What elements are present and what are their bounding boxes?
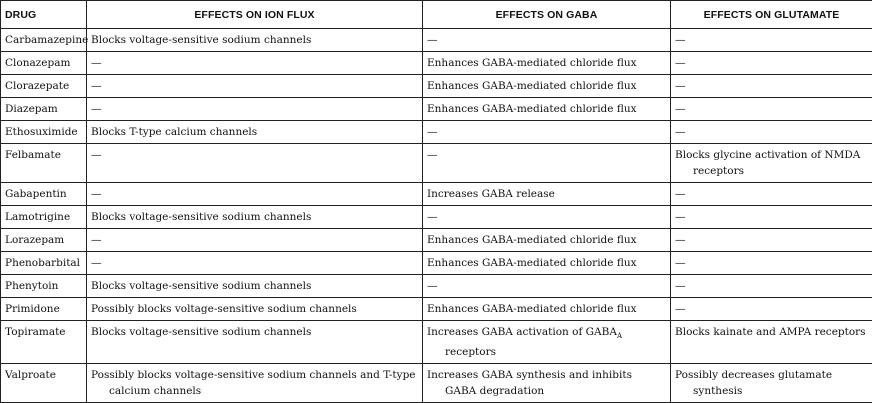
gaba-cell-text: — bbox=[427, 124, 666, 140]
gaba-cell bbox=[423, 364, 671, 403]
gaba-cell-text: Enhances GABA-mediated chloride flux bbox=[427, 101, 666, 117]
glutamate-cell bbox=[671, 252, 872, 275]
ion-flux-cell bbox=[87, 52, 423, 75]
gaba-cell-text: Enhances GABA-mediated chloride flux bbox=[427, 301, 666, 317]
ion-flux-cell-text: — bbox=[91, 78, 418, 94]
glutamate-cell-text: — bbox=[675, 124, 868, 140]
ion-flux-cell-text: — bbox=[91, 101, 418, 117]
drug-name-cell bbox=[1, 52, 87, 75]
ion-flux-cell bbox=[87, 252, 423, 275]
glutamate-cell-text: — bbox=[675, 32, 868, 48]
glutamate-cell-text: Possibly decreases glutamate synthesis bbox=[675, 367, 868, 399]
gaba-cell bbox=[423, 98, 671, 121]
header-glutamate: EFFECTS ON GLUTAMATE bbox=[671, 1, 872, 29]
header-gaba: EFFECTS ON GABA bbox=[423, 1, 671, 29]
header-row bbox=[1, 1, 872, 29]
ion-flux-cell-text: — bbox=[91, 186, 418, 202]
ion-flux-cell bbox=[87, 98, 423, 121]
glutamate-cell-text: — bbox=[675, 78, 868, 94]
glutamate-cell-text: — bbox=[675, 232, 868, 248]
ion-flux-cell-text: Possibly blocks voltage-sensitive sodium channels bbox=[91, 301, 418, 317]
gaba-cell bbox=[423, 52, 671, 75]
glutamate-cell bbox=[671, 144, 872, 183]
drug-name-cell-text: Phenobarbital bbox=[5, 255, 82, 271]
drug-name-cell-text: Clonazepam bbox=[5, 55, 82, 71]
gaba-cell bbox=[423, 121, 671, 144]
glutamate-cell bbox=[671, 321, 872, 364]
drug-name-cell bbox=[1, 298, 87, 321]
gaba-cell bbox=[423, 75, 671, 98]
glutamate-cell bbox=[671, 29, 872, 52]
header-drug: DRUG bbox=[1, 1, 87, 29]
gaba-cell-text: Increases GABA synthesis and inhibits GABA degradation bbox=[427, 367, 666, 399]
glutamate-cell bbox=[671, 206, 872, 229]
gaba-cell bbox=[423, 252, 671, 275]
drug-name-cell-text: Primidone bbox=[5, 301, 82, 317]
gaba-cell bbox=[423, 206, 671, 229]
drug-name-cell bbox=[1, 121, 87, 144]
glutamate-cell bbox=[671, 183, 872, 206]
table-row bbox=[1, 275, 872, 298]
gaba-cell-text: Enhances GABA-mediated chloride flux bbox=[427, 78, 666, 94]
drug-name-cell-text: Topiramate bbox=[5, 324, 82, 340]
table-row bbox=[1, 229, 872, 252]
drug-name-cell bbox=[1, 144, 87, 183]
ion-flux-cell-text: — bbox=[91, 255, 418, 271]
drug-name-cell-text: Lamotrigine bbox=[5, 209, 82, 225]
table-header bbox=[1, 1, 872, 29]
glutamate-cell-text: — bbox=[675, 301, 868, 317]
drug-name-cell bbox=[1, 206, 87, 229]
gaba-cell-text bbox=[427, 324, 666, 360]
glutamate-cell-text: Blocks glycine activation of NMDA receptors bbox=[675, 147, 868, 179]
glutamate-cell bbox=[671, 75, 872, 98]
drug-name-cell-text: Gabapentin bbox=[5, 186, 82, 202]
gaba-cell bbox=[423, 144, 671, 183]
glutamate-cell bbox=[671, 121, 872, 144]
drug-name-cell bbox=[1, 183, 87, 206]
ion-flux-cell-text: — bbox=[91, 55, 418, 71]
ion-flux-cell bbox=[87, 121, 423, 144]
ion-flux-cell-text: Blocks voltage-sensitive sodium channels bbox=[91, 209, 418, 225]
gaba-cell-text: Enhances GABA-mediated chloride flux bbox=[427, 55, 666, 71]
ion-flux-cell bbox=[87, 183, 423, 206]
drug-name-cell-text: Diazepam bbox=[5, 101, 82, 117]
glutamate-cell bbox=[671, 298, 872, 321]
header-ion-flux: EFFECTS ON ION FLUX bbox=[87, 1, 423, 29]
gaba-cell-text: Increases GABA release bbox=[427, 186, 666, 202]
drug-name-cell bbox=[1, 321, 87, 364]
gaba-text-part: Increases GABA activation of GABA bbox=[427, 326, 617, 338]
gaba-cell bbox=[423, 183, 671, 206]
glutamate-cell-text: — bbox=[675, 255, 868, 271]
table-row bbox=[1, 206, 872, 229]
table-row bbox=[1, 75, 872, 98]
ion-flux-cell bbox=[87, 144, 423, 183]
gaba-cell-text: Enhances GABA-mediated chloride flux bbox=[427, 255, 666, 271]
drug-name-cell bbox=[1, 29, 87, 52]
ion-flux-cell-text: Blocks voltage-sensitive sodium channels bbox=[91, 32, 418, 48]
gaba-cell bbox=[423, 321, 671, 364]
gaba-cell-text: — bbox=[427, 278, 666, 294]
ion-flux-cell-text: Possibly blocks voltage-sensitive sodium channels and T-type calcium channels bbox=[91, 367, 418, 399]
drug-name-cell bbox=[1, 75, 87, 98]
ion-flux-cell-text: — bbox=[91, 147, 418, 163]
gaba-cell-text: Enhances GABA-mediated chloride flux bbox=[427, 232, 666, 248]
glutamate-cell bbox=[671, 364, 872, 403]
table-row bbox=[1, 321, 872, 364]
ion-flux-cell-text: Blocks voltage-sensitive sodium channels bbox=[91, 278, 418, 294]
ion-flux-cell bbox=[87, 275, 423, 298]
glutamate-cell-text: — bbox=[675, 278, 868, 294]
drug-name-cell-text: Lorazepam bbox=[5, 232, 82, 248]
drug-name-cell bbox=[1, 229, 87, 252]
drug-name-cell-text: Felbamate bbox=[5, 147, 82, 163]
glutamate-cell bbox=[671, 98, 872, 121]
ion-flux-cell bbox=[87, 298, 423, 321]
drug-name-cell-text: Ethosuximide bbox=[5, 124, 82, 140]
gaba-cell-text: — bbox=[427, 32, 666, 48]
glutamate-cell bbox=[671, 52, 872, 75]
glutamate-cell-text: — bbox=[675, 55, 868, 71]
ion-flux-cell bbox=[87, 206, 423, 229]
table-row bbox=[1, 52, 872, 75]
ion-flux-cell bbox=[87, 29, 423, 52]
table-row bbox=[1, 298, 872, 321]
table-row bbox=[1, 144, 872, 183]
ion-flux-cell bbox=[87, 229, 423, 252]
gaba-cell bbox=[423, 275, 671, 298]
table-body bbox=[1, 29, 872, 403]
gaba-subscript: A bbox=[617, 332, 622, 340]
ion-flux-cell-text: — bbox=[91, 232, 418, 248]
gaba-cell bbox=[423, 229, 671, 252]
gaba-text-suffix: receptors bbox=[445, 346, 496, 358]
table-row bbox=[1, 98, 872, 121]
drug-name-cell-text: Phenytoin bbox=[5, 278, 82, 294]
ion-flux-cell bbox=[87, 75, 423, 98]
glutamate-cell-text: — bbox=[675, 186, 868, 202]
drug-name-cell bbox=[1, 364, 87, 403]
glutamate-cell bbox=[671, 275, 872, 298]
ion-flux-cell bbox=[87, 321, 423, 364]
drug-name-cell-text: Valproate bbox=[5, 367, 82, 383]
drug-name-cell bbox=[1, 275, 87, 298]
gaba-cell bbox=[423, 29, 671, 52]
table-row bbox=[1, 183, 872, 206]
table-row bbox=[1, 29, 872, 52]
table-row bbox=[1, 121, 872, 144]
ion-flux-cell-text: Blocks T-type calcium channels bbox=[91, 124, 418, 140]
table-row bbox=[1, 252, 872, 275]
glutamate-cell-text: Blocks kainate and AMPA receptors bbox=[675, 324, 868, 340]
ion-flux-cell-text: Blocks voltage-sensitive sodium channels bbox=[91, 324, 418, 340]
drug-name-cell-text: Carbamazepine bbox=[5, 32, 82, 48]
glutamate-cell-text: — bbox=[675, 209, 868, 225]
glutamate-cell bbox=[671, 229, 872, 252]
drug-name-cell bbox=[1, 98, 87, 121]
drug-name-cell-text: Clorazepate bbox=[5, 78, 82, 94]
drug-name-cell bbox=[1, 252, 87, 275]
gaba-cell-text: — bbox=[427, 209, 666, 225]
gaba-cell bbox=[423, 298, 671, 321]
table-row bbox=[1, 364, 872, 403]
glutamate-cell-text: — bbox=[675, 101, 868, 117]
gaba-cell-text: — bbox=[427, 147, 666, 163]
ion-flux-cell bbox=[87, 364, 423, 403]
